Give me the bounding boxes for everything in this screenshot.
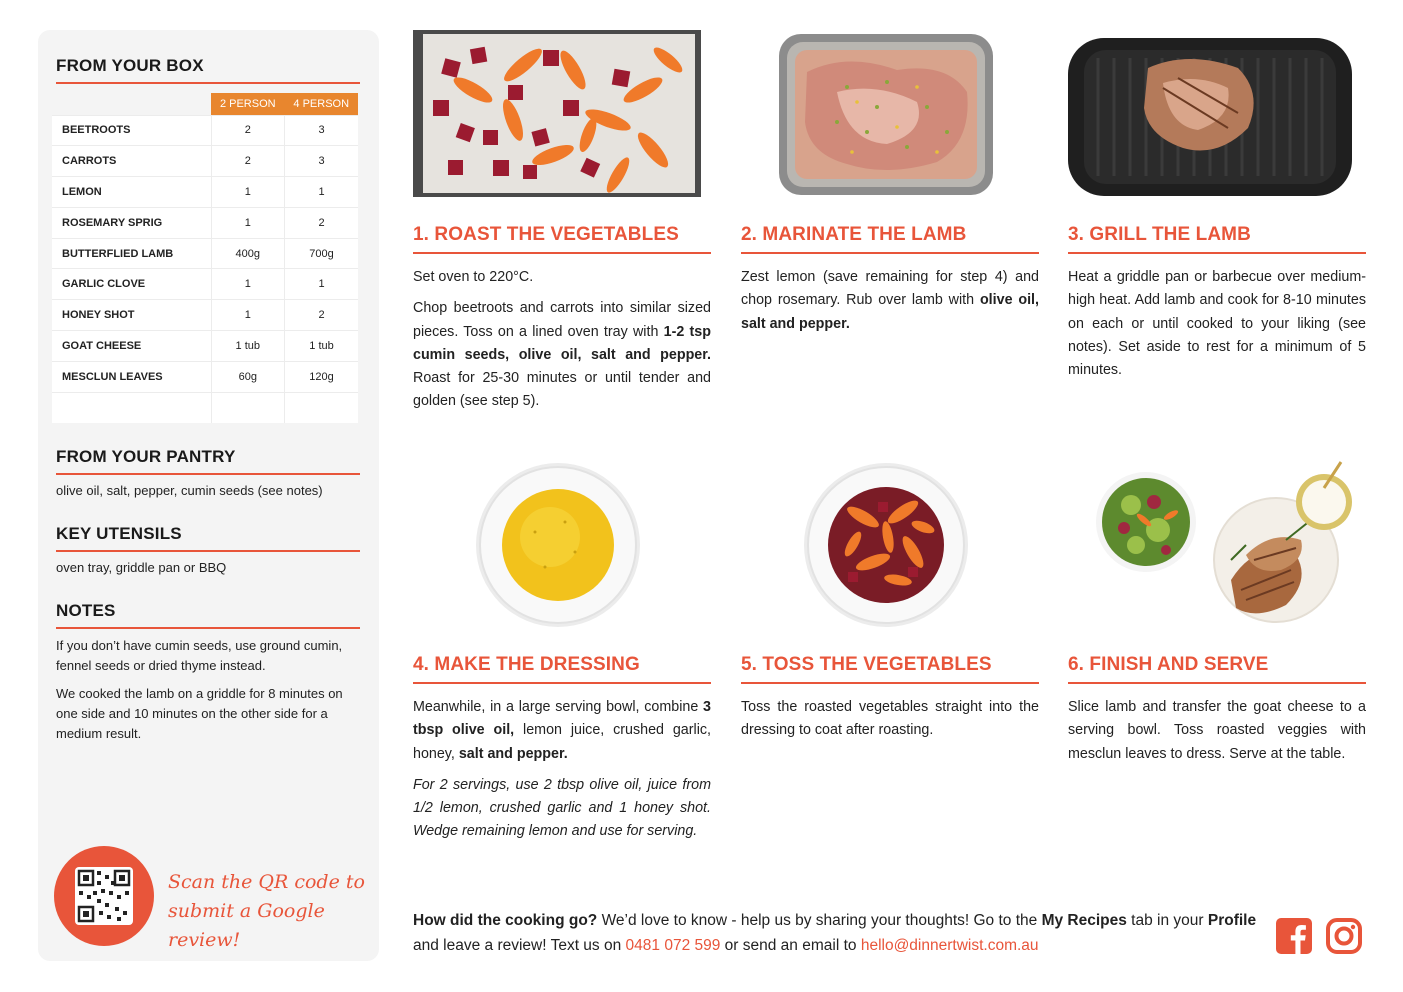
step-1-text bbox=[413, 297, 711, 413]
ingredient-name: ROSEMARY SPRIG bbox=[52, 207, 211, 238]
text-run-bold: salt and pepper. bbox=[458, 745, 568, 762]
step-1-rule bbox=[413, 252, 711, 254]
header-4-person: 4 PERSON bbox=[285, 93, 359, 115]
step-4-note: For 2 servings, use 2 tbsp olive oil, juice from 1/2 lemon, crushed garlic and 1 honey shot. Wedge remaining lemon and use for serving. bbox=[413, 776, 711, 840]
step-5-title: 5. TOSS THE VEGETABLES bbox=[741, 654, 992, 675]
qty-4-person bbox=[285, 392, 359, 423]
qty-2-person: 1 tub bbox=[211, 331, 284, 362]
text-run-bold: olive oil, salt and pepper. bbox=[741, 292, 1039, 332]
table-header-row bbox=[52, 93, 358, 115]
step-6-body bbox=[1068, 696, 1366, 774]
instagram-icon[interactable] bbox=[1326, 918, 1362, 954]
note-item: If you don’t have cumin seeds, use ground cumin, fennel seeds or dried thyme instead. bbox=[56, 638, 343, 673]
pantry-text: olive oil, salt, pepper, cumin seeds (see notes) bbox=[56, 483, 323, 498]
table-row bbox=[52, 331, 358, 362]
step-4-rule bbox=[413, 682, 711, 684]
table-row bbox=[52, 361, 358, 392]
qty-4-person: 2 bbox=[285, 300, 359, 331]
step-2-text bbox=[741, 266, 1039, 336]
text-run: Roast for 25-30 minutes or until tender and golden (see step 5). bbox=[413, 370, 711, 410]
step-5-body bbox=[741, 696, 1039, 751]
ingredient-name bbox=[52, 392, 211, 423]
tossed-vegetables-image bbox=[803, 462, 969, 628]
qty-2-person: 60g bbox=[211, 361, 284, 392]
table-row bbox=[52, 269, 358, 300]
step-3-rule bbox=[1068, 252, 1366, 254]
ingredient-name: GOAT CHEESE bbox=[52, 331, 211, 362]
text-run: Chop beetroots and carrots into similar sized pieces. Toss on a lined oven tray with bbox=[413, 300, 711, 340]
qty-4-person: 120g bbox=[285, 361, 359, 392]
ingredients-table bbox=[52, 93, 358, 423]
table-row bbox=[52, 146, 358, 177]
ingredient-name: GARLIC CLOVE bbox=[52, 269, 211, 300]
from-box-heading: FROM YOUR BOX bbox=[56, 56, 204, 75]
served-dish-image bbox=[1096, 460, 1366, 628]
text-run: tab in your bbox=[1126, 912, 1208, 929]
pantry-heading: FROM YOUR PANTRY bbox=[56, 447, 236, 466]
notes-heading: NOTES bbox=[56, 601, 116, 620]
feedback-footer bbox=[413, 908, 1263, 958]
qty-4-person: 1 bbox=[285, 269, 359, 300]
text-run: lemon juice, crushed garlic, honey, bbox=[413, 722, 711, 762]
step-5-rule bbox=[741, 682, 1039, 684]
ingredient-name: HONEY SHOT bbox=[52, 300, 211, 331]
step-3-body bbox=[1068, 266, 1366, 390]
text-run: or send an email to bbox=[720, 937, 861, 954]
roasted-vegetables-image bbox=[413, 30, 701, 197]
qr-caption bbox=[168, 868, 379, 955]
facebook-icon[interactable] bbox=[1276, 918, 1312, 954]
step-1-title: 1. ROAST THE VEGETABLES bbox=[413, 224, 679, 245]
step-2-title: 2. MARINATE THE LAMB bbox=[741, 224, 967, 245]
step-4-body bbox=[413, 696, 711, 852]
from-box-rule bbox=[56, 82, 360, 84]
utensils-rule bbox=[56, 550, 360, 552]
sidebar-panel bbox=[38, 30, 379, 961]
ingredient-name: MESCLUN LEAVES bbox=[52, 361, 211, 392]
qr-code-icon bbox=[75, 867, 133, 925]
text-run: Meanwhile, in a large serving bowl, combine bbox=[413, 699, 704, 715]
qty-2-person: 2 bbox=[211, 115, 284, 146]
footer-question: How did the cooking go? bbox=[413, 912, 598, 929]
my-recipes-label: My Recipes bbox=[1041, 912, 1127, 929]
qty-2-person: 1 bbox=[211, 207, 284, 238]
text-run: We’d love to know - help us by sharing your thoughts! Go to the bbox=[597, 912, 1042, 929]
qr-code-badge[interactable] bbox=[54, 846, 154, 946]
dressing-bowl-image bbox=[475, 462, 641, 628]
qty-4-person: 3 bbox=[285, 146, 359, 177]
step-4-title: 4. MAKE THE DRESSING bbox=[413, 654, 640, 675]
step-3-text: Heat a griddle pan or barbecue over medium-high heat. Add lamb and cook for 8-10 minutes on each or until cooked to your liking (see notes). Set aside to rest for a minimum of 5 minutes. bbox=[1068, 269, 1366, 379]
qty-2-person: 400g bbox=[211, 238, 284, 269]
step-1-body bbox=[413, 266, 711, 422]
ingredient-name: CARROTS bbox=[52, 146, 211, 177]
table-row bbox=[52, 392, 358, 423]
profile-label: Profile bbox=[1207, 912, 1257, 929]
qr-caption-line: submit a Google review! bbox=[168, 900, 325, 951]
qty-2-person bbox=[211, 392, 284, 423]
table-row bbox=[52, 177, 358, 208]
step-5-text: Toss the roasted vegetables straight into the dressing to coat after roasting. bbox=[741, 699, 1039, 739]
notes-rule bbox=[56, 627, 360, 629]
table-row bbox=[52, 300, 358, 331]
qr-caption-line: Scan the QR code to bbox=[168, 871, 365, 893]
ingredient-name: LEMON bbox=[52, 177, 211, 208]
qty-2-person: 2 bbox=[211, 146, 284, 177]
qty-2-person: 1 bbox=[211, 269, 284, 300]
header-2-person: 2 PERSON bbox=[211, 93, 284, 115]
ingredient-name: BEETROOTS bbox=[52, 115, 211, 146]
pantry-rule bbox=[56, 473, 360, 475]
utensils-heading: KEY UTENSILS bbox=[56, 524, 182, 543]
step-2-body bbox=[741, 266, 1039, 344]
text-run: Zest lemon (save remaining for step 4) and chop rosemary. Rub over lamb with bbox=[741, 269, 1039, 309]
qty-2-person: 1 bbox=[211, 300, 284, 331]
qty-4-person: 700g bbox=[285, 238, 359, 269]
email-link[interactable]: hello@dinnertwist.com.au bbox=[860, 937, 1039, 954]
qty-4-person: 3 bbox=[285, 115, 359, 146]
marinated-lamb-image bbox=[777, 32, 995, 197]
note-item: We cooked the lamb on a griddle for 8 minutes on one side and 10 minutes on the other side for a medium result. bbox=[56, 686, 343, 741]
phone-link[interactable]: 0481 072 599 bbox=[625, 937, 721, 954]
text-run: and leave a review! Text us on bbox=[413, 937, 626, 954]
step-3-title: 3. GRILL THE LAMB bbox=[1068, 224, 1251, 245]
qty-4-person: 1 bbox=[285, 177, 359, 208]
table-row bbox=[52, 207, 358, 238]
step-2-rule bbox=[741, 252, 1039, 254]
qr-code[interactable] bbox=[75, 867, 133, 925]
table-row bbox=[52, 115, 358, 146]
text-run-bold: 1-2 tsp cumin seeds, olive oil, salt and pepper. bbox=[413, 323, 711, 363]
ingredient-name: BUTTERFLIED LAMB bbox=[52, 238, 211, 269]
step-6-title: 6. FINISH AND SERVE bbox=[1068, 654, 1269, 675]
qty-2-person: 1 bbox=[211, 177, 284, 208]
step-1-text: Set oven to 220°C. bbox=[413, 269, 534, 285]
header-blank bbox=[52, 93, 211, 115]
step-6-rule bbox=[1068, 682, 1366, 684]
table-row bbox=[52, 238, 358, 269]
step-6-text: Slice lamb and transfer the goat cheese to a serving bowl. Toss roasted veggies with mesclun leaves to dress. Serve at the table. bbox=[1068, 699, 1366, 762]
step-4-text bbox=[413, 696, 711, 766]
text-run-bold: 3 tbsp olive oil, bbox=[413, 699, 711, 739]
utensils-text: oven tray, griddle pan or BBQ bbox=[56, 560, 227, 575]
qty-4-person: 2 bbox=[285, 207, 359, 238]
lamb-griddle-image bbox=[1068, 38, 1352, 196]
qty-4-person: 1 tub bbox=[285, 331, 359, 362]
